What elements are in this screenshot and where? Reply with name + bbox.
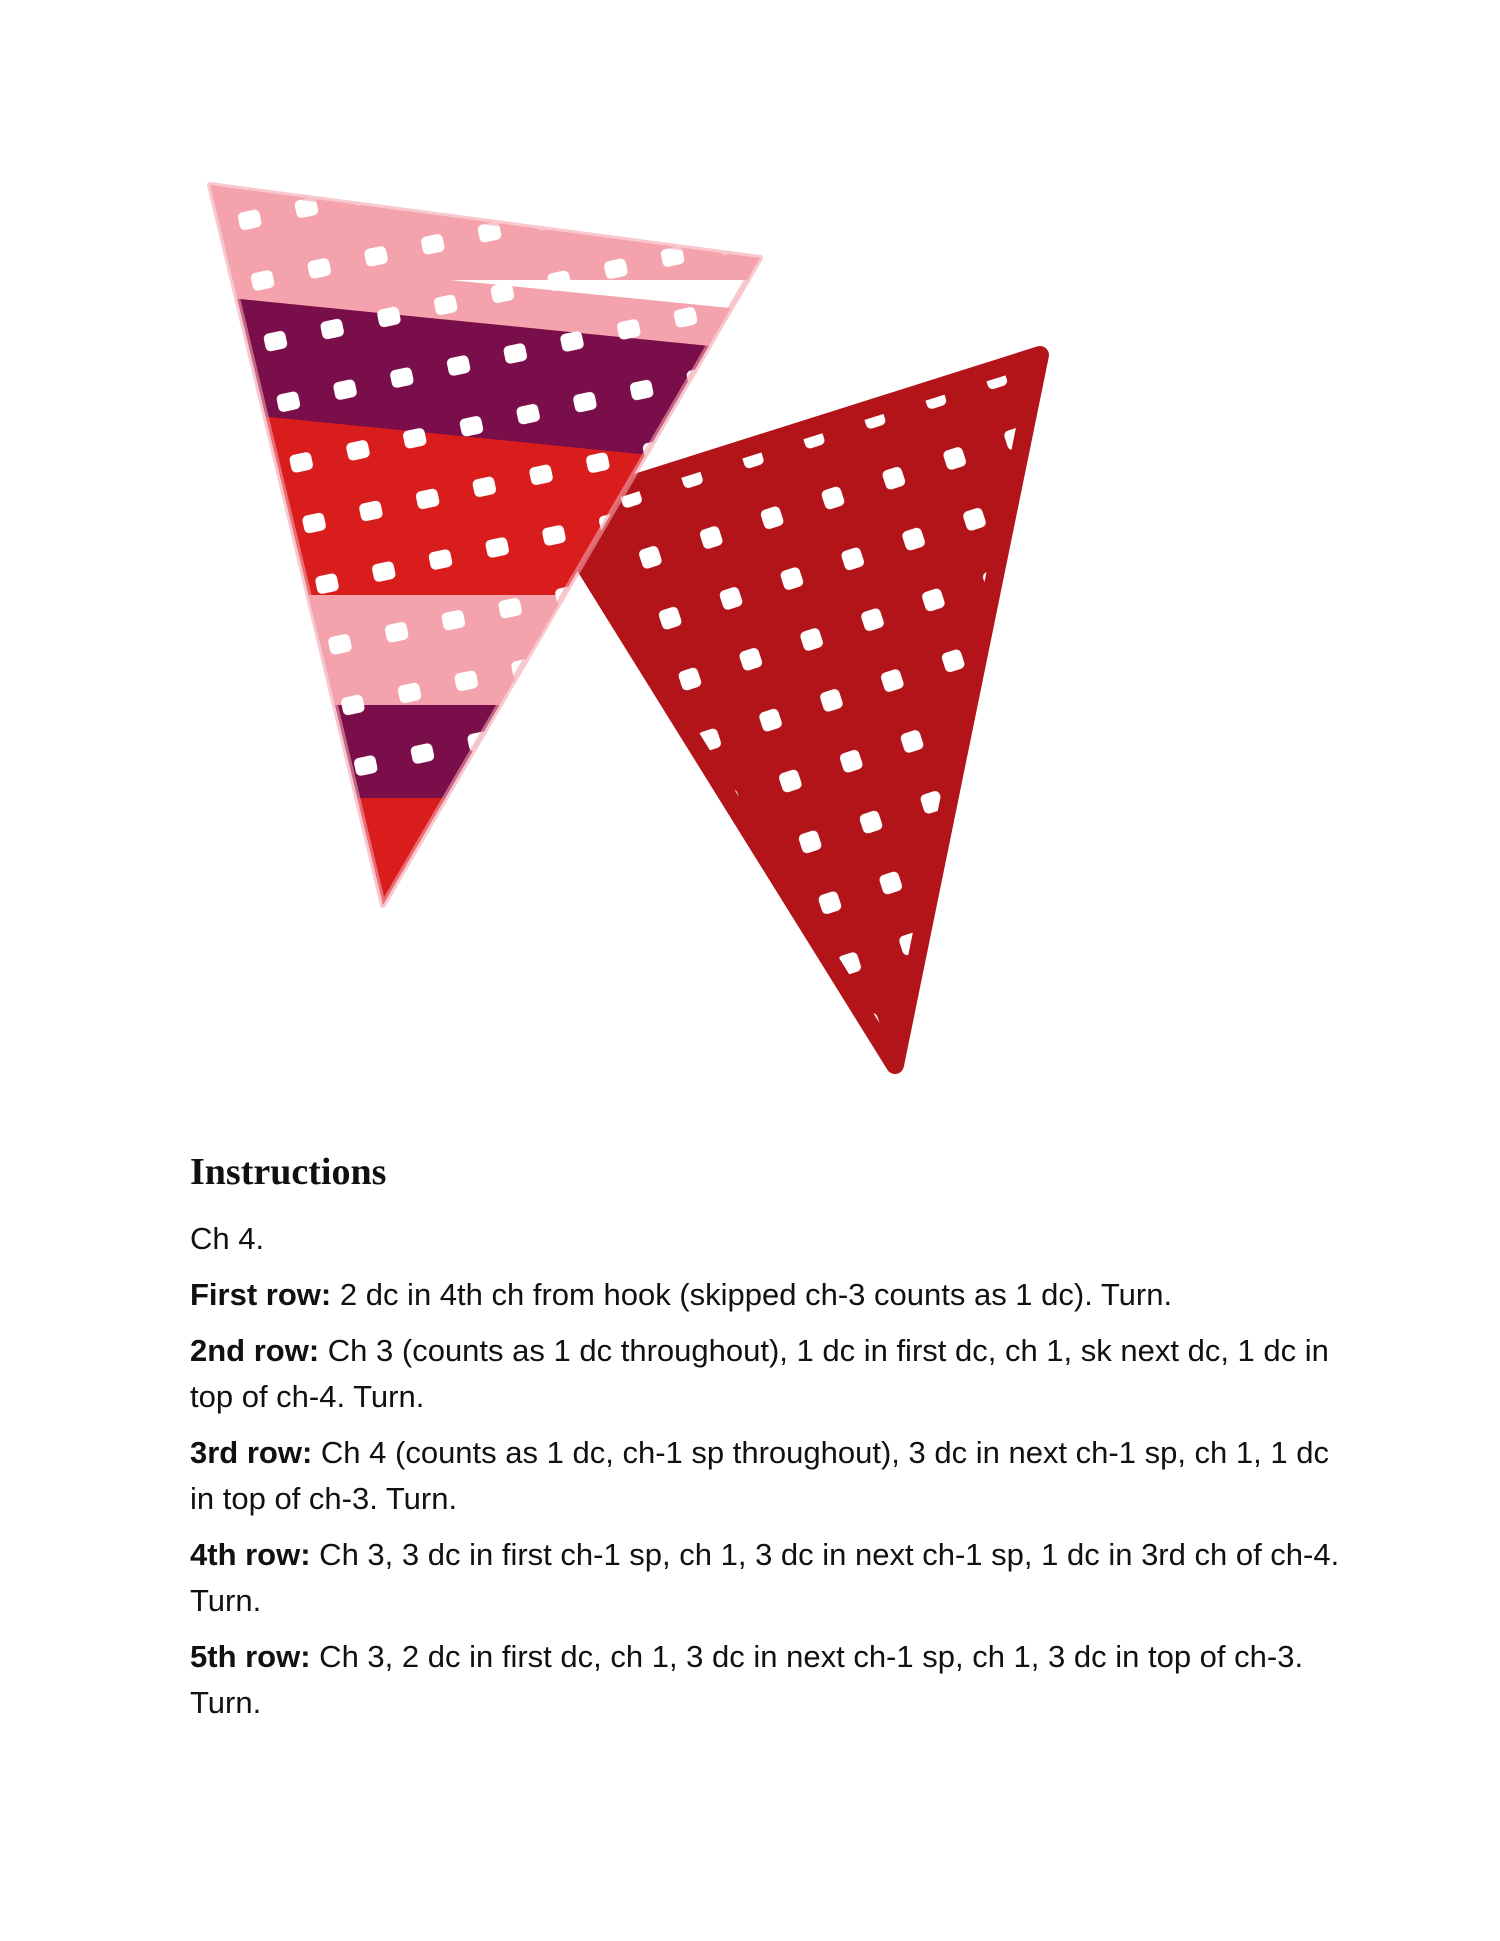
crochet-triangles-photo	[150, 150, 1350, 1100]
row-label: 3rd row:	[190, 1435, 313, 1470]
row-1-instruction	[190, 1272, 1340, 1318]
row-label: 4th row:	[190, 1537, 311, 1572]
row-text: 2 dc in 4th ch from hook (skipped ch-3 counts as 1 dc). Turn.	[331, 1277, 1173, 1312]
row-text: Ch 3, 2 dc in first dc, ch 1, 3 dc in next ch-1 sp, ch 1, 3 dc in top of ch-3. Turn.	[190, 1639, 1304, 1720]
row-3-instruction	[190, 1430, 1340, 1522]
row-5-instruction	[190, 1634, 1340, 1726]
row-label: First row:	[190, 1277, 332, 1312]
row-label: 5th row:	[190, 1639, 311, 1674]
section-heading: Instructions	[190, 1151, 387, 1193]
row-text: Ch 3, 3 dc in first ch-1 sp, ch 1, 3 dc in next ch-1 sp, 1 dc in 3rd ch of ch-4. Turn.	[190, 1537, 1340, 1618]
row-label: 2nd row:	[190, 1333, 320, 1368]
row-2-instruction	[190, 1328, 1340, 1420]
row-4-instruction	[190, 1532, 1340, 1624]
row-text: Ch 4 (counts as 1 dc, ch-1 sp throughout), 3 dc in next ch-1 sp, ch 1, 1 dc in top of ch-3. Turn.	[190, 1435, 1329, 1516]
instructions-section	[190, 1150, 1340, 1736]
row-text: Ch 3 (counts as 1 dc throughout), 1 dc in first dc, ch 1, sk next dc, 1 dc in top of ch-4. Turn.	[190, 1333, 1329, 1414]
intro-line: Ch 4.	[190, 1221, 265, 1256]
